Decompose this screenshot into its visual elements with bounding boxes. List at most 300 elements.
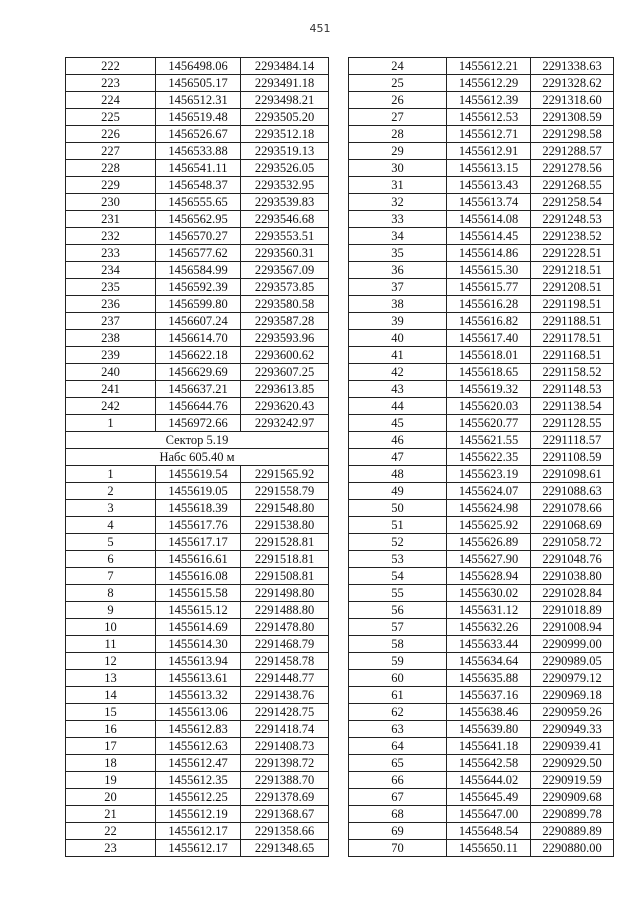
x-coordinate-cell: 1455612.17	[156, 840, 241, 857]
y-coordinate-cell: 2291158.52	[531, 364, 614, 381]
point-number-cell: 31	[349, 177, 447, 194]
x-coordinate-cell: 1455621.55	[447, 432, 531, 449]
table-row	[349, 789, 614, 806]
table-row	[349, 109, 614, 126]
x-coordinate-cell: 1456592.39	[156, 279, 241, 296]
table-row	[349, 194, 614, 211]
point-number-cell: 52	[349, 534, 447, 551]
x-coordinate-cell: 1455631.12	[447, 602, 531, 619]
y-coordinate-cell: 2293573.85	[241, 279, 329, 296]
table-row	[349, 619, 614, 636]
x-coordinate-cell: 1456570.27	[156, 228, 241, 245]
x-coordinate-cell: 1456614.70	[156, 330, 241, 347]
y-coordinate-cell: 2290919.59	[531, 772, 614, 789]
y-coordinate-cell: 2290999.00	[531, 636, 614, 653]
y-coordinate-cell: 2291308.59	[531, 109, 614, 126]
sector-subtitle-row	[66, 449, 329, 466]
table-row	[66, 568, 329, 585]
x-coordinate-cell: 1456541.11	[156, 160, 241, 177]
x-coordinate-cell: 1455613.32	[156, 687, 241, 704]
x-coordinate-cell: 1455615.77	[447, 279, 531, 296]
table-row	[66, 466, 329, 483]
table-row	[66, 789, 329, 806]
y-coordinate-cell: 2291388.70	[241, 772, 329, 789]
y-coordinate-cell: 2291048.76	[531, 551, 614, 568]
x-coordinate-cell: 1455642.58	[447, 755, 531, 772]
y-coordinate-cell: 2291498.80	[241, 585, 329, 602]
table-row	[66, 330, 329, 347]
y-coordinate-cell: 2291538.80	[241, 517, 329, 534]
table-row	[66, 602, 329, 619]
y-coordinate-cell: 2293242.97	[241, 415, 329, 432]
x-coordinate-cell: 1455633.44	[447, 636, 531, 653]
point-number-cell: 48	[349, 466, 447, 483]
x-coordinate-cell: 1455615.58	[156, 585, 241, 602]
point-number-cell: 225	[66, 109, 156, 126]
y-coordinate-cell: 2293553.51	[241, 228, 329, 245]
point-number-cell: 1	[66, 415, 156, 432]
point-number-cell: 29	[349, 143, 447, 160]
y-coordinate-cell: 2291248.53	[531, 211, 614, 228]
y-coordinate-cell: 2293505.20	[241, 109, 329, 126]
point-number-cell: 239	[66, 347, 156, 364]
x-coordinate-cell: 1456599.80	[156, 296, 241, 313]
table-row	[349, 330, 614, 347]
point-number-cell: 58	[349, 636, 447, 653]
point-number-cell: 65	[349, 755, 447, 772]
point-number-cell: 49	[349, 483, 447, 500]
table-row	[66, 772, 329, 789]
x-coordinate-cell: 1455616.28	[447, 296, 531, 313]
x-coordinate-cell: 1455620.03	[447, 398, 531, 415]
x-coordinate-cell: 1455612.39	[447, 92, 531, 109]
point-number-cell: 44	[349, 398, 447, 415]
x-coordinate-cell: 1456512.31	[156, 92, 241, 109]
table-row	[66, 92, 329, 109]
point-number-cell: 17	[66, 738, 156, 755]
point-number-cell: 37	[349, 279, 447, 296]
x-coordinate-cell: 1455612.63	[156, 738, 241, 755]
table-row	[349, 347, 614, 364]
table-row	[66, 823, 329, 840]
x-coordinate-cell: 1455627.90	[447, 551, 531, 568]
point-number-cell: 63	[349, 721, 447, 738]
left-table-body-before-sector	[66, 58, 329, 432]
table-row	[349, 432, 614, 449]
table-row	[349, 262, 614, 279]
point-number-cell: 35	[349, 245, 447, 262]
point-number-cell: 13	[66, 670, 156, 687]
table-row	[349, 449, 614, 466]
table-row	[66, 534, 329, 551]
table-row	[66, 296, 329, 313]
x-coordinate-cell: 1456584.99	[156, 262, 241, 279]
x-coordinate-cell: 1455637.16	[447, 687, 531, 704]
y-coordinate-cell: 2293607.25	[241, 364, 329, 381]
x-coordinate-cell: 1455617.40	[447, 330, 531, 347]
y-coordinate-cell: 2291138.54	[531, 398, 614, 415]
y-coordinate-cell: 2291358.66	[241, 823, 329, 840]
table-row	[66, 177, 329, 194]
x-coordinate-cell: 1456629.69	[156, 364, 241, 381]
table-row	[66, 755, 329, 772]
x-coordinate-cell: 1455613.94	[156, 653, 241, 670]
point-number-cell: 231	[66, 211, 156, 228]
point-number-cell: 26	[349, 92, 447, 109]
y-coordinate-cell: 2291078.66	[531, 500, 614, 517]
table-row	[349, 143, 614, 160]
x-coordinate-cell: 1456533.88	[156, 143, 241, 160]
point-number-cell: 10	[66, 619, 156, 636]
y-coordinate-cell: 2293560.31	[241, 245, 329, 262]
y-coordinate-cell: 2291128.55	[531, 415, 614, 432]
table-row	[66, 636, 329, 653]
point-number-cell: 53	[349, 551, 447, 568]
table-row	[66, 483, 329, 500]
x-coordinate-cell: 1455619.54	[156, 466, 241, 483]
point-number-cell: 14	[66, 687, 156, 704]
x-coordinate-cell: 1456972.66	[156, 415, 241, 432]
point-number-cell: 64	[349, 738, 447, 755]
x-coordinate-cell: 1455613.06	[156, 704, 241, 721]
y-coordinate-cell: 2293546.68	[241, 211, 329, 228]
point-number-cell: 15	[66, 704, 156, 721]
y-coordinate-cell: 2290949.33	[531, 721, 614, 738]
x-coordinate-cell: 1455613.43	[447, 177, 531, 194]
x-coordinate-cell: 1456644.76	[156, 398, 241, 415]
point-number-cell: 23	[66, 840, 156, 857]
table-row	[66, 381, 329, 398]
y-coordinate-cell: 2293498.21	[241, 92, 329, 109]
x-coordinate-cell: 1456562.95	[156, 211, 241, 228]
y-coordinate-cell: 2291328.62	[531, 75, 614, 92]
x-coordinate-cell: 1455626.89	[447, 534, 531, 551]
y-coordinate-cell: 2293491.18	[241, 75, 329, 92]
y-coordinate-cell: 2291398.72	[241, 755, 329, 772]
table-row	[66, 347, 329, 364]
x-coordinate-cell: 1456519.48	[156, 109, 241, 126]
table-row	[349, 721, 614, 738]
y-coordinate-cell: 2291438.76	[241, 687, 329, 704]
point-number-cell: 19	[66, 772, 156, 789]
point-number-cell: 28	[349, 126, 447, 143]
point-number-cell: 228	[66, 160, 156, 177]
point-number-cell: 235	[66, 279, 156, 296]
point-number-cell: 57	[349, 619, 447, 636]
table-row	[66, 670, 329, 687]
x-coordinate-cell: 1455624.98	[447, 500, 531, 517]
point-number-cell: 234	[66, 262, 156, 279]
y-coordinate-cell: 2291348.65	[241, 840, 329, 857]
y-coordinate-cell: 2291548.80	[241, 500, 329, 517]
table-row	[349, 296, 614, 313]
table-row	[349, 687, 614, 704]
x-coordinate-cell: 1455616.61	[156, 551, 241, 568]
y-coordinate-cell: 2290989.05	[531, 653, 614, 670]
y-coordinate-cell: 2293613.85	[241, 381, 329, 398]
point-number-cell: 60	[349, 670, 447, 687]
y-coordinate-cell: 2293526.05	[241, 160, 329, 177]
coordinates-table-right	[348, 57, 614, 857]
x-coordinate-cell: 1455615.30	[447, 262, 531, 279]
table-row	[349, 483, 614, 500]
y-coordinate-cell: 2290899.78	[531, 806, 614, 823]
table-row	[349, 466, 614, 483]
x-coordinate-cell: 1455615.12	[156, 602, 241, 619]
y-coordinate-cell: 2291178.51	[531, 330, 614, 347]
x-coordinate-cell: 1456555.65	[156, 194, 241, 211]
x-coordinate-cell: 1455635.88	[447, 670, 531, 687]
x-coordinate-cell: 1455616.82	[447, 313, 531, 330]
x-coordinate-cell: 1455623.19	[447, 466, 531, 483]
x-coordinate-cell: 1455612.25	[156, 789, 241, 806]
y-coordinate-cell: 2290969.18	[531, 687, 614, 704]
sector-subtitle: Набс 605.40 м	[66, 449, 329, 466]
table-row	[66, 585, 329, 602]
y-coordinate-cell: 2293580.58	[241, 296, 329, 313]
table-row	[66, 279, 329, 296]
point-number-cell: 9	[66, 602, 156, 619]
point-number-cell: 46	[349, 432, 447, 449]
x-coordinate-cell: 1455628.94	[447, 568, 531, 585]
table-row	[66, 619, 329, 636]
point-number-cell: 61	[349, 687, 447, 704]
sector-title: Сектор 5.19	[66, 432, 329, 449]
table-row	[349, 806, 614, 823]
point-number-cell: 62	[349, 704, 447, 721]
point-number-cell: 67	[349, 789, 447, 806]
right-table-body	[349, 58, 614, 857]
x-coordinate-cell: 1456607.24	[156, 313, 241, 330]
y-coordinate-cell: 2291028.84	[531, 585, 614, 602]
y-coordinate-cell: 2291088.63	[531, 483, 614, 500]
y-coordinate-cell: 2291188.51	[531, 313, 614, 330]
table-row	[349, 126, 614, 143]
x-coordinate-cell: 1455644.02	[447, 772, 531, 789]
x-coordinate-cell: 1456548.37	[156, 177, 241, 194]
point-number-cell: 11	[66, 636, 156, 653]
table-row	[349, 415, 614, 432]
y-coordinate-cell: 2291208.51	[531, 279, 614, 296]
point-number-cell: 227	[66, 143, 156, 160]
table-row	[66, 398, 329, 415]
x-coordinate-cell: 1455614.69	[156, 619, 241, 636]
x-coordinate-cell: 1455648.54	[447, 823, 531, 840]
x-coordinate-cell: 1455612.83	[156, 721, 241, 738]
y-coordinate-cell: 2290979.12	[531, 670, 614, 687]
x-coordinate-cell: 1455639.80	[447, 721, 531, 738]
y-coordinate-cell: 2291168.51	[531, 347, 614, 364]
y-coordinate-cell: 2291268.55	[531, 177, 614, 194]
x-coordinate-cell: 1455634.64	[447, 653, 531, 670]
point-number-cell: 226	[66, 126, 156, 143]
y-coordinate-cell: 2293620.43	[241, 398, 329, 415]
y-coordinate-cell: 2291488.80	[241, 602, 329, 619]
point-number-cell: 69	[349, 823, 447, 840]
table-row	[66, 58, 329, 75]
table-row	[349, 364, 614, 381]
y-coordinate-cell: 2293519.13	[241, 143, 329, 160]
y-coordinate-cell: 2291518.81	[241, 551, 329, 568]
table-row	[349, 568, 614, 585]
point-number-cell: 2	[66, 483, 156, 500]
y-coordinate-cell: 2291528.81	[241, 534, 329, 551]
point-number-cell: 238	[66, 330, 156, 347]
point-number-cell: 43	[349, 381, 447, 398]
x-coordinate-cell: 1455614.30	[156, 636, 241, 653]
table-row	[349, 75, 614, 92]
x-coordinate-cell: 1455612.17	[156, 823, 241, 840]
table-row	[66, 551, 329, 568]
point-number-cell: 16	[66, 721, 156, 738]
point-number-cell: 25	[349, 75, 447, 92]
left-table-body-after-sector	[66, 466, 329, 857]
y-coordinate-cell: 2293600.62	[241, 347, 329, 364]
y-coordinate-cell: 2290959.26	[531, 704, 614, 721]
y-coordinate-cell: 2291108.59	[531, 449, 614, 466]
y-coordinate-cell: 2291008.94	[531, 619, 614, 636]
sector-title-row	[66, 432, 329, 449]
table-row	[66, 194, 329, 211]
y-coordinate-cell: 2293484.14	[241, 58, 329, 75]
point-number-cell: 36	[349, 262, 447, 279]
page-number: 451	[309, 22, 331, 35]
table-row	[66, 109, 329, 126]
table-row	[349, 279, 614, 296]
y-coordinate-cell: 2291278.56	[531, 160, 614, 177]
y-coordinate-cell: 2291378.69	[241, 789, 329, 806]
x-coordinate-cell: 1455612.71	[447, 126, 531, 143]
point-number-cell: 38	[349, 296, 447, 313]
y-coordinate-cell: 2291298.58	[531, 126, 614, 143]
y-coordinate-cell: 2293587.28	[241, 313, 329, 330]
x-coordinate-cell: 1455624.07	[447, 483, 531, 500]
point-number-cell: 59	[349, 653, 447, 670]
point-number-cell: 236	[66, 296, 156, 313]
table-row	[66, 738, 329, 755]
point-number-cell: 56	[349, 602, 447, 619]
table-row	[349, 398, 614, 415]
y-coordinate-cell: 2290939.41	[531, 738, 614, 755]
point-number-cell: 51	[349, 517, 447, 534]
y-coordinate-cell: 2293593.96	[241, 330, 329, 347]
table-row	[349, 823, 614, 840]
table-row	[66, 245, 329, 262]
point-number-cell: 1	[66, 466, 156, 483]
table-row	[349, 381, 614, 398]
point-number-cell: 27	[349, 109, 447, 126]
x-coordinate-cell: 1455641.18	[447, 738, 531, 755]
point-number-cell: 55	[349, 585, 447, 602]
y-coordinate-cell: 2291058.72	[531, 534, 614, 551]
y-coordinate-cell: 2293532.95	[241, 177, 329, 194]
y-coordinate-cell: 2291038.80	[531, 568, 614, 585]
point-number-cell: 223	[66, 75, 156, 92]
table-row	[349, 160, 614, 177]
table-row	[66, 75, 329, 92]
x-coordinate-cell: 1455625.92	[447, 517, 531, 534]
point-number-cell: 229	[66, 177, 156, 194]
x-coordinate-cell: 1455617.17	[156, 534, 241, 551]
table-row	[66, 143, 329, 160]
x-coordinate-cell: 1455614.45	[447, 228, 531, 245]
x-coordinate-cell: 1456637.21	[156, 381, 241, 398]
x-coordinate-cell: 1455622.35	[447, 449, 531, 466]
point-number-cell: 232	[66, 228, 156, 245]
point-number-cell: 222	[66, 58, 156, 75]
table-row	[349, 92, 614, 109]
x-coordinate-cell: 1455612.19	[156, 806, 241, 823]
table-row	[349, 58, 614, 75]
y-coordinate-cell: 2291288.57	[531, 143, 614, 160]
point-number-cell: 20	[66, 789, 156, 806]
point-number-cell: 3	[66, 500, 156, 517]
y-coordinate-cell: 2291318.60	[531, 92, 614, 109]
x-coordinate-cell: 1455612.29	[447, 75, 531, 92]
point-number-cell: 242	[66, 398, 156, 415]
x-coordinate-cell: 1455614.08	[447, 211, 531, 228]
table-row	[349, 500, 614, 517]
table-row	[66, 262, 329, 279]
x-coordinate-cell: 1455618.39	[156, 500, 241, 517]
point-number-cell: 32	[349, 194, 447, 211]
table-row	[66, 806, 329, 823]
y-coordinate-cell: 2291198.51	[531, 296, 614, 313]
y-coordinate-cell: 2291068.69	[531, 517, 614, 534]
table-row	[66, 500, 329, 517]
point-number-cell: 4	[66, 517, 156, 534]
y-coordinate-cell: 2291238.52	[531, 228, 614, 245]
table-row	[66, 653, 329, 670]
point-number-cell: 18	[66, 755, 156, 772]
point-number-cell: 8	[66, 585, 156, 602]
x-coordinate-cell: 1455647.00	[447, 806, 531, 823]
table-row	[349, 670, 614, 687]
x-coordinate-cell: 1455614.86	[447, 245, 531, 262]
point-number-cell: 6	[66, 551, 156, 568]
y-coordinate-cell: 2290909.68	[531, 789, 614, 806]
y-coordinate-cell: 2291408.73	[241, 738, 329, 755]
x-coordinate-cell: 1455617.76	[156, 517, 241, 534]
y-coordinate-cell: 2291218.51	[531, 262, 614, 279]
point-number-cell: 240	[66, 364, 156, 381]
x-coordinate-cell: 1455612.53	[447, 109, 531, 126]
point-number-cell: 39	[349, 313, 447, 330]
sector-header	[66, 432, 329, 466]
table-row	[349, 772, 614, 789]
x-coordinate-cell: 1455613.15	[447, 160, 531, 177]
x-coordinate-cell: 1455612.91	[447, 143, 531, 160]
point-number-cell: 224	[66, 92, 156, 109]
x-coordinate-cell: 1456577.62	[156, 245, 241, 262]
point-number-cell: 241	[66, 381, 156, 398]
x-coordinate-cell: 1455638.46	[447, 704, 531, 721]
x-coordinate-cell: 1455612.35	[156, 772, 241, 789]
y-coordinate-cell: 2291098.61	[531, 466, 614, 483]
x-coordinate-cell: 1455618.65	[447, 364, 531, 381]
table-row	[349, 551, 614, 568]
x-coordinate-cell: 1455616.08	[156, 568, 241, 585]
point-number-cell: 45	[349, 415, 447, 432]
point-number-cell: 34	[349, 228, 447, 245]
y-coordinate-cell: 2291368.67	[241, 806, 329, 823]
x-coordinate-cell: 1455620.77	[447, 415, 531, 432]
x-coordinate-cell: 1455612.47	[156, 755, 241, 772]
table-row	[349, 517, 614, 534]
y-coordinate-cell: 2291228.51	[531, 245, 614, 262]
point-number-cell: 230	[66, 194, 156, 211]
x-coordinate-cell: 1455612.21	[447, 58, 531, 75]
